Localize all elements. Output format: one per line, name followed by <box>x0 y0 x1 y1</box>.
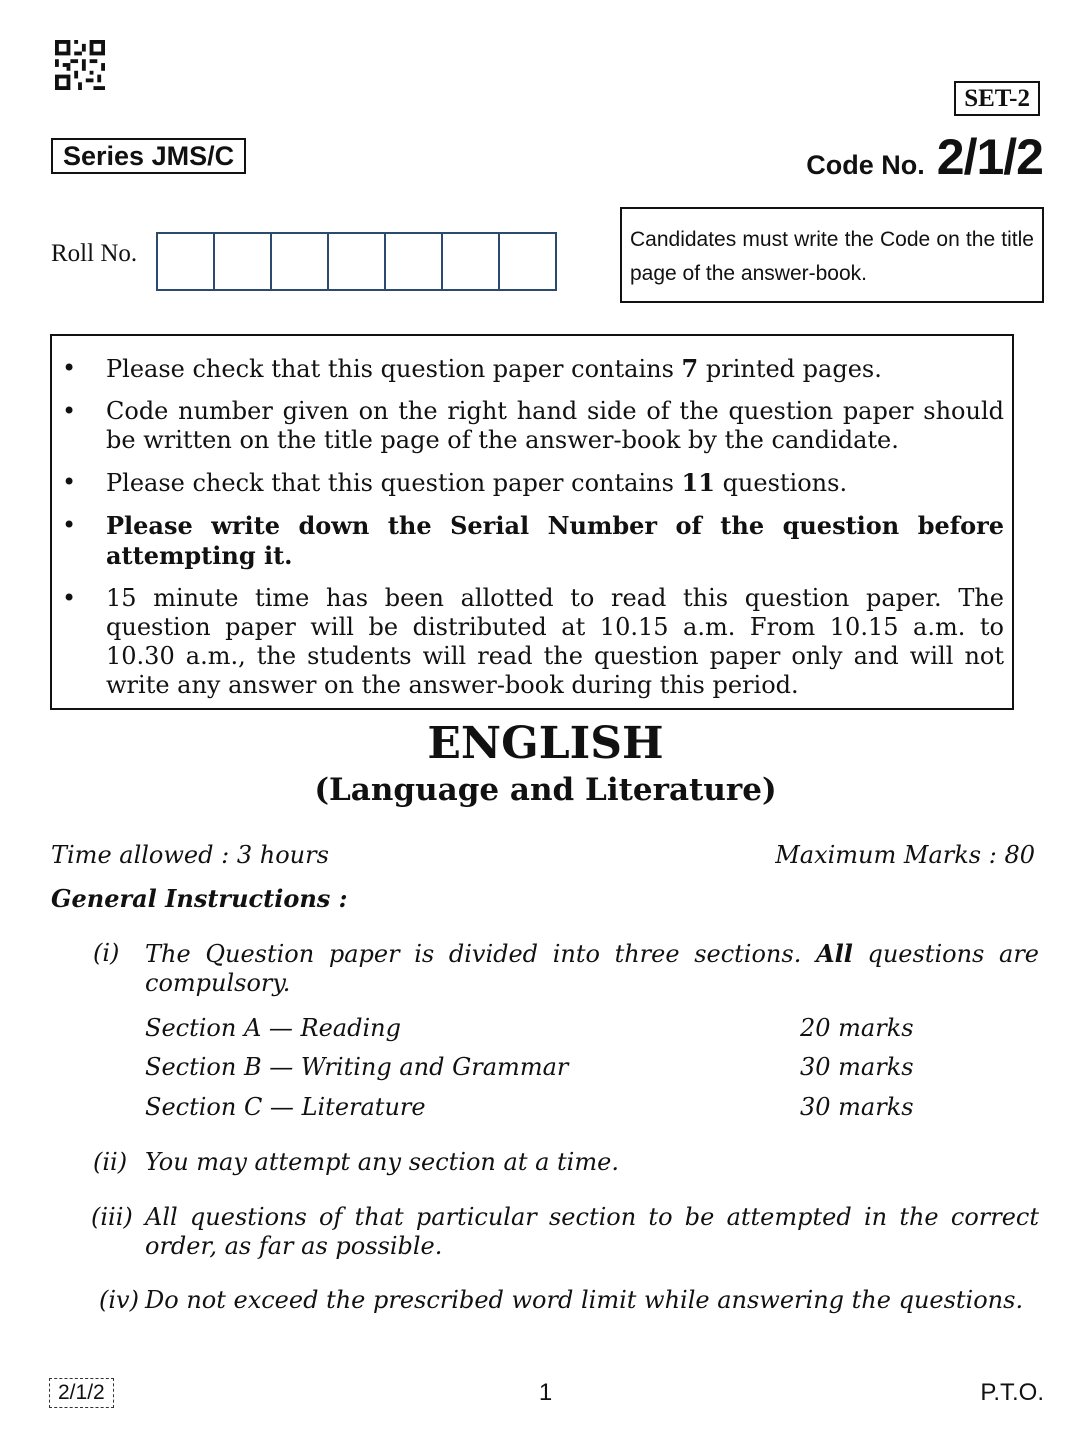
notice-item: • 15 minute time has been allotted to read this question paper. The question paper will be distributed at 10.15 a.m. From 10.15 a.m. to 10.30 a.m., the students will read the question paper only and will not write any answer on the answer-book during this period. <box>62 584 1004 699</box>
qr-code <box>54 40 106 90</box>
roll-number-label: Roll No. <box>51 240 138 267</box>
notice-item: • Please write down the Serial Number of the question before attempting it. <box>62 511 1004 570</box>
notice-item: • Code number given on the right hand side of the question paper should be written on the title page of the answer-book by the candidate. <box>62 397 1004 454</box>
roll-number-cell[interactable] <box>500 234 555 289</box>
instruction-i: (i) The Question paper is divided into three sections. All questions are compulsory. <box>93 939 1040 997</box>
general-instructions-heading: General Instructions : <box>51 884 348 913</box>
section-row: Section C — Literature 30 marks <box>145 1093 914 1121</box>
roll-number-grid[interactable] <box>156 232 557 291</box>
paper-title: ENGLISH <box>427 718 664 769</box>
paper-subtitle: (Language and Literature) <box>314 772 777 808</box>
maximum-marks: Maximum Marks : 80 <box>775 841 1035 869</box>
roll-number-cell[interactable] <box>215 234 272 289</box>
instruction-iii: (iii) All questions of that particular section to be attempted in the correct order, as far as possible. <box>91 1203 1039 1260</box>
series-label: Series JMS/C <box>51 138 246 174</box>
footer-code: 2/1/2 <box>49 1378 114 1408</box>
candidate-note: Candidates must write the Code on the title page of the answer-book. <box>620 207 1044 303</box>
notice-item: • Please check that this question paper contains 11 questions. <box>62 468 848 497</box>
roll-number-cell[interactable] <box>386 234 443 289</box>
code-number <box>806 128 1043 186</box>
roll-number-cell[interactable] <box>329 234 386 289</box>
code-value: 2/1/2 <box>936 129 1043 185</box>
pto-label: P.T.O. <box>980 1379 1044 1406</box>
instruction-iv: (iv) Do not exceed the prescribed word limit while answering the questions. <box>99 1286 1024 1314</box>
roll-number-cell[interactable] <box>443 234 500 289</box>
notice-item: • Please check that this question paper contains 7 printed pages. <box>62 354 882 383</box>
code-label: Code No. <box>806 150 925 180</box>
time-allowed: Time allowed : 3 hours <box>51 841 329 869</box>
section-row: Section A — Reading 20 marks <box>145 1014 914 1042</box>
set-badge: SET-2 <box>954 81 1040 116</box>
notice-box <box>50 334 1014 710</box>
roll-number-cell[interactable] <box>158 234 215 289</box>
roll-number-cell[interactable] <box>272 234 329 289</box>
instruction-ii: (ii) You may attempt any section at a time. <box>93 1148 619 1176</box>
page-number: 1 <box>538 1379 553 1406</box>
section-row: Section B — Writing and Grammar 30 marks <box>145 1053 914 1081</box>
